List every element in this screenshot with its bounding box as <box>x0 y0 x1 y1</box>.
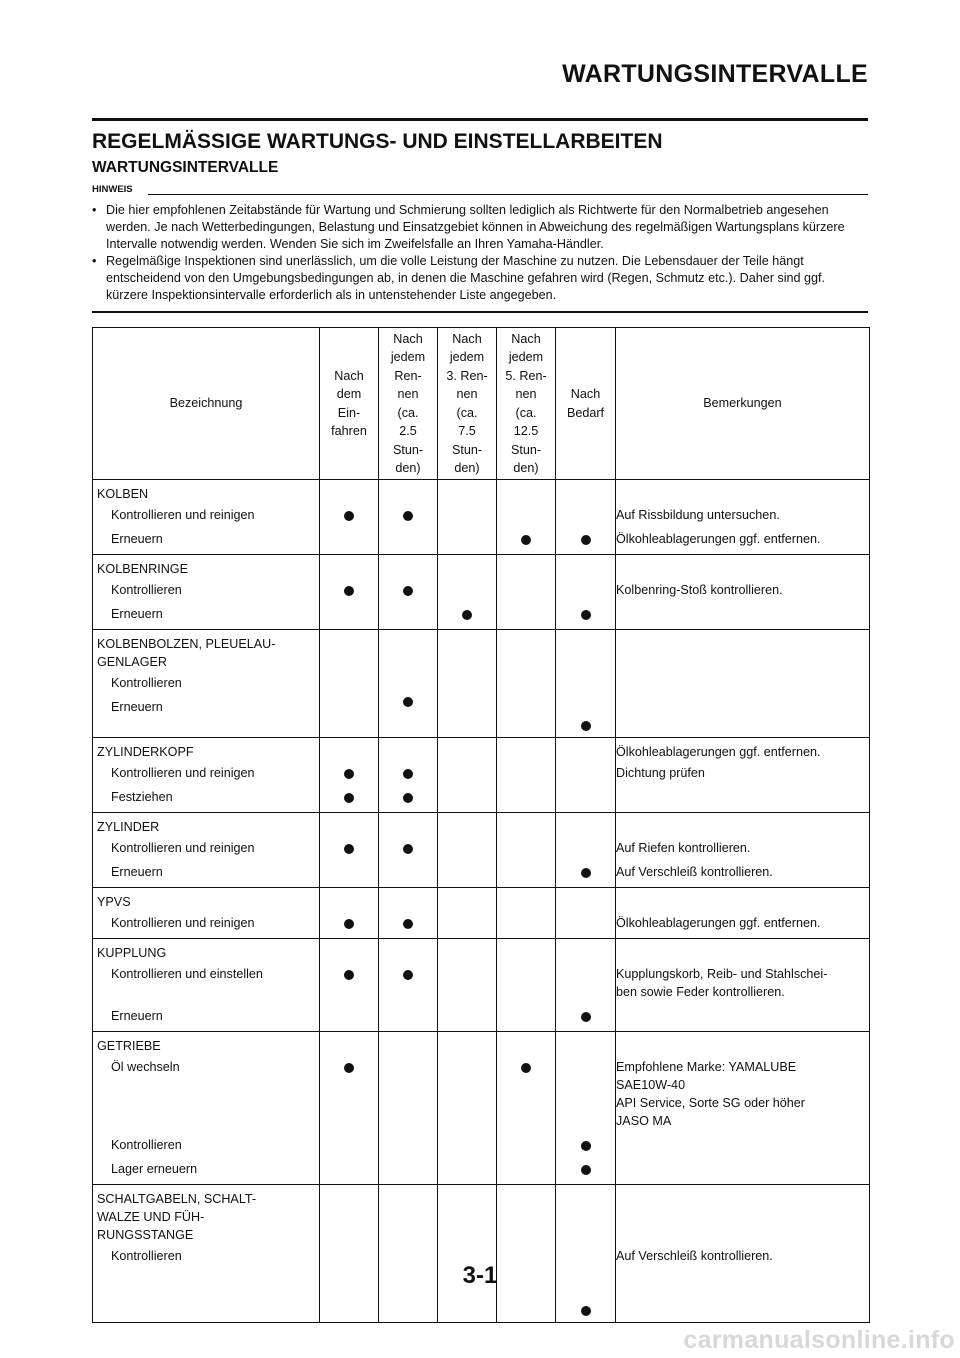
interval-cell <box>320 630 379 738</box>
item-cell <box>93 555 320 630</box>
interval-cell <box>556 480 616 555</box>
interval-cell <box>497 630 556 738</box>
mark-slot <box>497 911 555 935</box>
mark-slot <box>320 602 378 626</box>
mark-slot <box>320 689 378 713</box>
remark-text <box>616 1157 869 1181</box>
mark-slot <box>379 713 437 737</box>
mark-slot <box>438 503 496 527</box>
remark-cell <box>616 813 870 888</box>
interval-dot-icon <box>581 1012 591 1022</box>
table-body <box>93 480 870 1323</box>
interval-cell <box>438 555 497 630</box>
remark-text: Auf Verschleiß kontrollieren. <box>616 1249 773 1263</box>
mark-slot <box>497 1157 555 1181</box>
interval-dot-icon <box>344 793 354 803</box>
mark-slot <box>320 1157 378 1181</box>
mark-slot <box>556 578 615 602</box>
interval-dot-icon <box>581 535 591 545</box>
interval-cell <box>438 480 497 555</box>
task-label: Kontrollieren und reinigen <box>111 766 255 780</box>
interval-dot-icon <box>344 919 354 929</box>
bullet-icon: • <box>92 203 97 217</box>
mark-slot <box>556 836 615 860</box>
task-label: Kontrollieren <box>111 1249 182 1263</box>
interval-cell <box>556 1185 616 1323</box>
mark-slot <box>320 1055 378 1133</box>
note-end-rule <box>92 311 868 313</box>
task-label: Kontrollieren und reinigen <box>111 841 255 855</box>
remark-cell <box>616 1032 870 1185</box>
mark-slot <box>438 602 496 626</box>
remark-text: Dichtung prüfen <box>616 766 705 780</box>
table-row <box>93 555 870 630</box>
header-line: jedem <box>390 350 426 364</box>
mark-slot <box>497 836 555 860</box>
mark-slot <box>379 785 437 809</box>
interval-cell <box>556 888 616 939</box>
mark-slot <box>497 713 555 737</box>
interval-dot-icon <box>344 511 354 521</box>
interval-cell <box>438 1032 497 1185</box>
remark-text: Ölkohleablagerungen ggf. entfernen. <box>616 532 821 546</box>
interval-dot-icon <box>344 1063 354 1073</box>
mark-slot <box>556 503 615 527</box>
interval-cell <box>556 1032 616 1185</box>
table-row <box>93 630 870 738</box>
mark-slot <box>438 836 496 860</box>
interval-dot-icon <box>403 697 413 707</box>
mark-slot <box>556 602 615 626</box>
remark-cell <box>616 939 870 1032</box>
group-title: KUPPLUNG <box>97 946 167 960</box>
running-title: WARTUNGSINTERVALLE <box>562 60 868 88</box>
interval-cell <box>438 939 497 1032</box>
remark-cell <box>616 888 870 939</box>
header-as-needed <box>556 328 616 480</box>
remark-text: Auf Riefen kontrollieren. <box>616 841 751 855</box>
remark-text <box>616 1004 869 1028</box>
interval-dot-icon <box>403 586 413 596</box>
note-header <box>92 184 868 198</box>
header-line: Nach <box>393 331 423 346</box>
remark-text <box>616 695 869 719</box>
header-line: jedem <box>508 350 544 364</box>
interval-dot-icon <box>403 919 413 929</box>
mark-slot <box>438 1004 496 1028</box>
header-line: fahren <box>331 424 367 438</box>
mark-slot <box>379 1133 437 1157</box>
header-break-in <box>320 328 379 480</box>
mark-slot <box>438 578 496 602</box>
mark-slot <box>497 1298 555 1322</box>
mark-slot <box>497 1004 555 1028</box>
mark-slot <box>379 962 437 1004</box>
interval-cell <box>320 813 379 888</box>
header-every-race <box>379 328 438 480</box>
remark-text: Auf Rissbildung untersuchen. <box>616 508 780 522</box>
mark-slot <box>497 527 555 551</box>
remark-text: Ölkohleablagerungen ggf. entfernen. <box>616 916 821 930</box>
interval-dot-icon <box>581 610 591 620</box>
interval-cell <box>438 888 497 939</box>
mark-slot <box>497 860 555 884</box>
table-row <box>93 939 870 1032</box>
table-row <box>93 813 870 888</box>
task-label: Erneuern <box>111 700 163 714</box>
note-item <box>92 202 868 253</box>
interval-dot-icon <box>581 1141 591 1151</box>
mark-slot <box>379 527 437 551</box>
mark-slot <box>320 527 378 551</box>
interval-dot-icon <box>581 1165 591 1175</box>
mark-slot <box>320 1004 378 1028</box>
mark-slot <box>379 578 437 602</box>
interval-dot-icon <box>344 769 354 779</box>
maintenance-schedule-table <box>92 327 870 1323</box>
interval-cell <box>320 1185 379 1323</box>
remark-text: Kolbenring-Stoß kontrollieren. <box>616 583 783 597</box>
mark-slot <box>320 761 378 785</box>
remark-text: Auf Verschleiß kontrollieren. <box>616 865 773 879</box>
table-header-row <box>93 328 870 480</box>
note-label: HINWEIS <box>92 184 133 195</box>
remark-text <box>616 602 869 626</box>
mark-slot <box>438 527 496 551</box>
interval-cell <box>438 738 497 813</box>
header-line: den) <box>395 461 421 475</box>
item-cell <box>93 813 320 888</box>
mark-slot <box>556 1133 615 1157</box>
item-cell <box>93 630 320 738</box>
mark-slot <box>320 578 378 602</box>
mark-slot <box>379 761 437 785</box>
item-cell <box>93 888 320 939</box>
item-cell <box>93 1185 320 1323</box>
mark-slot <box>438 1133 496 1157</box>
mark-slot <box>379 503 437 527</box>
header-line: Ein- <box>337 405 361 420</box>
mark-slot <box>379 911 437 935</box>
interval-dot-icon <box>462 610 472 620</box>
group-remark: Ölkohleablagerungen ggf. entfernen. <box>616 745 821 759</box>
interval-cell <box>497 480 556 555</box>
interval-cell <box>438 813 497 888</box>
note-item <box>92 253 868 304</box>
mark-slot <box>556 527 615 551</box>
mark-slot <box>438 761 496 785</box>
mark-slot <box>320 860 378 884</box>
item-cell <box>93 939 320 1032</box>
group-title: ZYLINDERKOPF <box>97 745 194 759</box>
mark-slot <box>320 713 378 737</box>
interval-cell <box>320 480 379 555</box>
header-line: Nach <box>570 387 601 401</box>
remark-cell <box>616 1185 870 1323</box>
interval-cell <box>379 555 438 630</box>
mark-slot <box>438 689 496 713</box>
group-title: GETRIEBE <box>97 1039 161 1053</box>
mark-slot <box>379 836 437 860</box>
mark-slot <box>438 962 496 1004</box>
interval-cell <box>497 939 556 1032</box>
interval-dot-icon <box>403 769 413 779</box>
group-title: KOLBENBOLZEN, PLEUELAU- GENLAGER <box>97 637 276 669</box>
interval-cell <box>379 480 438 555</box>
mark-slot <box>320 1133 378 1157</box>
interval-dot-icon <box>403 793 413 803</box>
interval-dot-icon <box>521 535 531 545</box>
item-cell <box>93 738 320 813</box>
header-line: den) <box>454 461 480 475</box>
header-line: den) <box>513 461 539 475</box>
header-line: Stun- <box>392 442 424 457</box>
task-label: Erneuern <box>111 607 163 621</box>
mark-slot <box>497 761 555 785</box>
interval-cell <box>438 630 497 738</box>
header-line: nen <box>515 387 537 401</box>
header-line: Bedarf <box>566 405 605 420</box>
bullet-icon: • <box>92 254 97 268</box>
mark-slot <box>556 785 615 809</box>
header-every-5th-race <box>497 328 556 480</box>
remark-text <box>616 785 869 809</box>
header-line: (ca. <box>397 405 419 420</box>
interval-cell <box>320 555 379 630</box>
mark-slot <box>556 1157 615 1181</box>
note-body <box>92 202 868 304</box>
table-row <box>93 738 870 813</box>
interval-dot-icon <box>344 844 354 854</box>
remark-text <box>616 671 869 695</box>
mark-slot <box>556 911 615 935</box>
table-row <box>93 1032 870 1185</box>
header-line: Nach <box>452 331 482 346</box>
mark-slot <box>497 1133 555 1157</box>
mark-slot <box>556 713 615 737</box>
task-label: Erneuern <box>111 865 163 879</box>
mark-slot <box>379 860 437 884</box>
mark-slot <box>556 761 615 785</box>
remark-text: Empfohlene Marke: YAMALUBE SAE10W-40 API Service, Sorte SG oder höher JASO MA <box>616 1060 805 1128</box>
header-line: dem <box>336 387 362 401</box>
header-line: 7.5 <box>458 424 476 438</box>
interval-dot-icon <box>581 868 591 878</box>
mark-slot <box>438 1055 496 1133</box>
mark-slot <box>379 1004 437 1028</box>
mark-slot <box>379 1298 437 1322</box>
mark-slot <box>497 785 555 809</box>
mark-slot <box>556 962 615 1004</box>
task-label: Festziehen <box>111 790 173 804</box>
interval-dot-icon <box>581 1306 591 1316</box>
interval-cell <box>379 738 438 813</box>
group-title: KOLBEN <box>97 487 149 501</box>
item-cell <box>93 480 320 555</box>
mark-slot <box>379 1157 437 1181</box>
page-number: 3-1 <box>462 1262 498 1289</box>
interval-cell <box>379 1185 438 1323</box>
group-title: KOLBENRINGE <box>97 562 188 576</box>
interval-cell <box>379 813 438 888</box>
mark-slot <box>497 1055 555 1133</box>
mark-slot <box>320 503 378 527</box>
interval-cell <box>379 939 438 1032</box>
mark-slot <box>320 911 378 935</box>
item-cell <box>93 1032 320 1185</box>
task-label: Kontrollieren und einstellen <box>111 967 263 981</box>
task-label: Kontrollieren und reinigen <box>111 916 255 930</box>
table-row <box>93 1185 870 1323</box>
mark-slot <box>556 860 615 884</box>
note-text: Regelmäßige Inspektionen sind unerlässlich, um die volle Leistung der Maschine zu nutzen. Die Lebensdauer der Teile hängt entscheidend von den Umgebungsbedingungen ab, in denen die Maschine gefahren wird (Regen, Schmutz etc.). Daher sind ggf. kürzere Inspektionsintervalle erforderlich als in untenstehender Liste angegeben. <box>106 254 826 302</box>
mark-slot <box>438 713 496 737</box>
task-label: Lager erneuern <box>111 1162 198 1176</box>
interval-cell <box>497 738 556 813</box>
mark-slot <box>379 602 437 626</box>
interval-cell <box>497 813 556 888</box>
task-label: Kontrollieren <box>111 583 182 597</box>
remark-cell <box>616 555 870 630</box>
task-label: Erneuern <box>111 1009 163 1023</box>
interval-cell <box>556 555 616 630</box>
mark-slot <box>438 1157 496 1181</box>
header-line: 12.5 <box>513 424 539 438</box>
interval-dot-icon <box>403 844 413 854</box>
interval-dot-icon <box>521 1063 531 1073</box>
group-title: YPVS <box>97 895 131 909</box>
interval-cell <box>438 1185 497 1323</box>
interval-dot-icon <box>581 721 591 731</box>
remark-cell <box>616 480 870 555</box>
interval-cell <box>497 555 556 630</box>
header-line: Stun- <box>451 442 483 457</box>
mark-slot <box>320 962 378 1004</box>
header-line: (ca. <box>515 405 537 420</box>
header-line: Ren- <box>394 368 422 383</box>
task-label: Kontrollieren <box>111 1138 182 1152</box>
mark-slot <box>320 836 378 860</box>
header-line: Stun- <box>510 442 542 457</box>
header-line: 5. Ren- <box>505 368 547 383</box>
interval-dot-icon <box>403 511 413 521</box>
mark-slot <box>556 1055 615 1133</box>
header-every-3rd-race <box>438 328 497 480</box>
header-rule <box>92 118 868 121</box>
mark-slot <box>497 503 555 527</box>
mark-slot <box>556 1298 615 1322</box>
mark-slot <box>556 1004 615 1028</box>
mark-slot <box>320 1298 378 1322</box>
mark-slot <box>497 578 555 602</box>
note-text: Die hier empfohlenen Zeitabstände für Wartung und Schmierung sollten lediglich als Richtwerte für den Normalbetrieb angesehen werden. Je nach Wetterbedingungen, Belastung und Einsatzgebiet können in Abweichung des regelmäßigen Wartungsplans kürzere Intervalle notwendig werden. Wenden Sie sich im Zweifelsfalle an Ihren Yamaha-Händler. <box>106 203 845 251</box>
interval-cell <box>320 1032 379 1185</box>
note-divider <box>148 194 868 195</box>
header-line: Nach <box>511 331 541 346</box>
table-row <box>93 480 870 555</box>
interval-cell <box>497 888 556 939</box>
header-line: (ca. <box>456 405 478 420</box>
remark-text <box>616 1133 869 1157</box>
mark-slot <box>320 785 378 809</box>
interval-cell <box>497 1185 556 1323</box>
mark-slot <box>438 860 496 884</box>
interval-cell <box>379 630 438 738</box>
interval-cell <box>556 738 616 813</box>
interval-cell <box>497 1032 556 1185</box>
group-title: SCHALTGABELN, SCHALT- WALZE UND FÜH- RUNGSSTANGE <box>97 1192 257 1242</box>
header-line: 3. Ren- <box>446 368 488 383</box>
interval-cell <box>320 888 379 939</box>
header-line: nen <box>397 387 419 401</box>
mark-slot <box>438 911 496 935</box>
interval-dot-icon <box>403 970 413 980</box>
mark-slot <box>497 962 555 1004</box>
task-label: Öl wechseln <box>111 1060 180 1074</box>
interval-dot-icon <box>344 586 354 596</box>
mark-slot <box>497 689 555 713</box>
remark-text: Kupplungskorb, Reib- und Stahlschei- ben sowie Feder kontrollieren. <box>616 967 828 999</box>
mark-slot <box>379 1055 437 1133</box>
remark-cell <box>616 630 870 738</box>
header-line: Nach <box>334 368 364 383</box>
header-line: 2.5 <box>399 424 417 438</box>
task-label: Kontrollieren <box>111 676 182 690</box>
task-label: Kontrollieren und reinigen <box>111 508 255 522</box>
mark-slot <box>438 785 496 809</box>
mark-slot <box>556 689 615 713</box>
header-line: jedem <box>449 350 485 364</box>
table-row <box>93 888 870 939</box>
interval-cell <box>556 813 616 888</box>
section-title: REGELMÄSSIGE WARTUNGS- UND EINSTELLARBEITEN <box>92 130 663 153</box>
header-item: Bezeichnung <box>93 328 320 480</box>
mark-slot <box>438 1298 496 1322</box>
watermark: carmanualsonline.info <box>683 1326 955 1354</box>
interval-dot-icon <box>344 970 354 980</box>
interval-cell <box>556 630 616 738</box>
interval-cell <box>379 888 438 939</box>
header-line: nen <box>456 387 478 401</box>
subsection-title: WARTUNGSINTERVALLE <box>92 159 279 176</box>
interval-cell <box>556 939 616 1032</box>
interval-cell <box>320 738 379 813</box>
remark-cell <box>616 738 870 813</box>
group-title: ZYLINDER <box>97 820 160 834</box>
mark-slot <box>379 689 437 713</box>
interval-cell <box>379 1032 438 1185</box>
mark-slot <box>497 602 555 626</box>
interval-cell <box>320 939 379 1032</box>
header-remarks: Bemerkungen <box>616 328 870 480</box>
task-label: Erneuern <box>111 532 163 546</box>
